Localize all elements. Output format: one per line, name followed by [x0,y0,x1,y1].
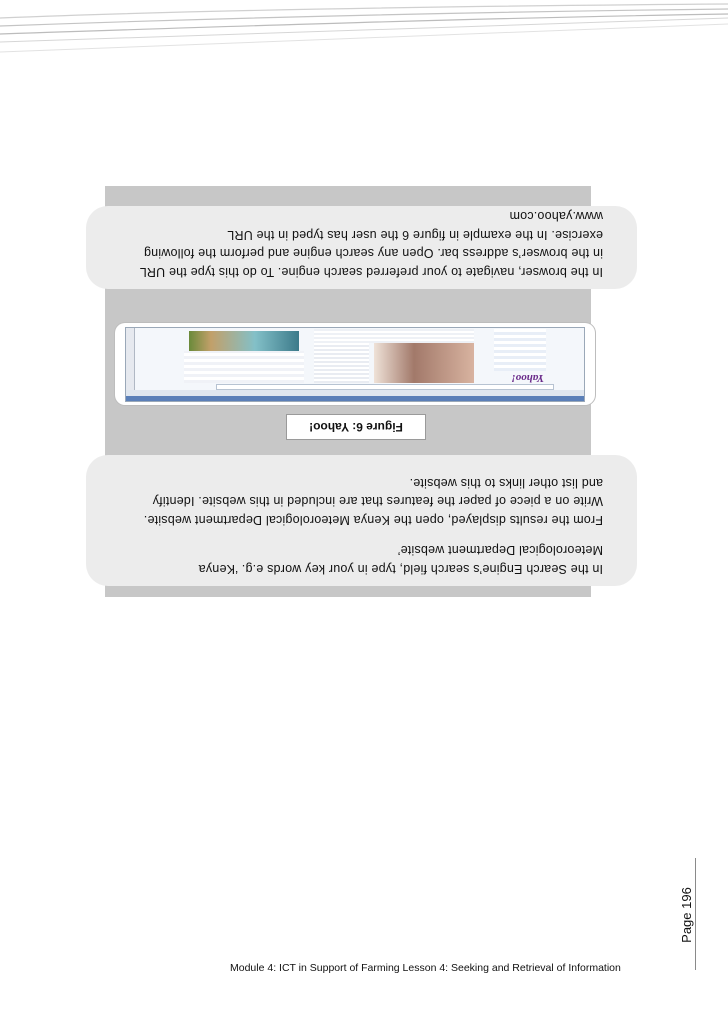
text-line: Write on a piece of paper the features that are included in this website. Identify [152,494,603,509]
text-line: In the Search Engine’s search field, type in your key words e.g. ‘Kenya [198,562,603,576]
instruction-text-top [86,206,637,289]
yahoo-logo: Yahoo! [511,372,544,384]
instruction-box-top [86,206,637,289]
text-line: in the browser’s address bar. Open any search engine and perform the following [143,246,603,261]
figure-caption: Figure 6: Yahoo! [286,414,426,440]
text-line: exercise. In the example in figure 6 the user has typed in the URL [227,228,603,242]
page-footer: Module 4: ICT in Support of Farming Lesson 4: Seeking and Retrieval of Information [230,962,621,974]
header-decoration [0,0,728,70]
text-line: From the results displayed, open the Kenya Meteorological Department website. [143,513,603,527]
text-line: and list other links to this website. [409,476,603,490]
yahoo-screenshot-image [125,327,585,402]
text-line: www.yahoo.com [509,209,603,224]
text-line: Meteorological Department website’ [397,543,603,558]
page-number: Page 196 [679,887,694,943]
instruction-box-bottom [86,455,637,586]
text-line: In the browser, navigate to your preferred search engine. To do this type the URL [139,265,603,279]
instruction-text-bottom [86,455,637,586]
figure-frame [115,323,595,405]
